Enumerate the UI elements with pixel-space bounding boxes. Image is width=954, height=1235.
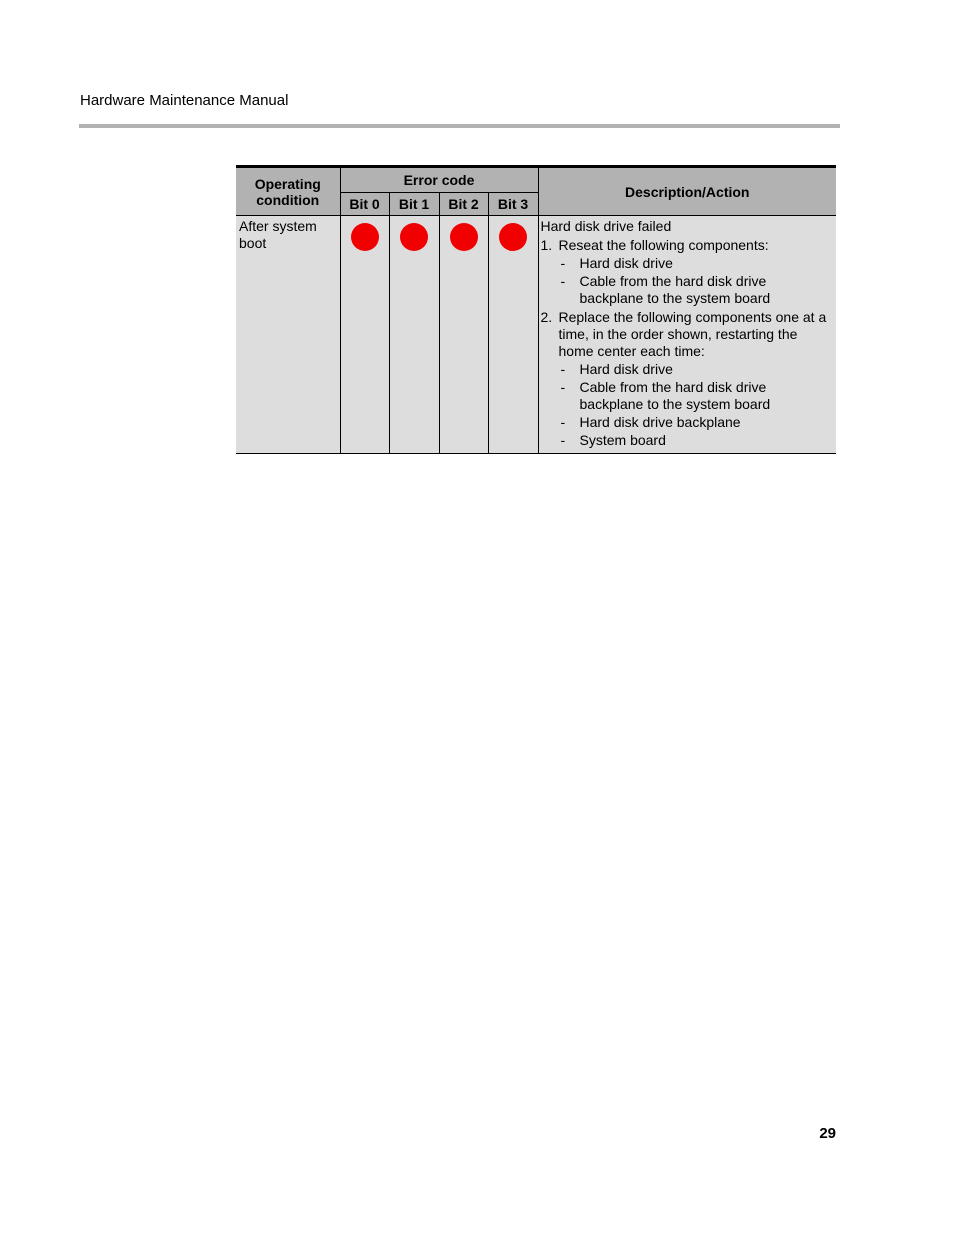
step-1: 1. Reseat the following components: — [540, 237, 769, 253]
description-cell — [538, 216, 836, 454]
led-on-bit-2 — [450, 223, 478, 251]
list-item: - Cable from the hard disk drive backplane to the system board — [560, 379, 771, 412]
table-row — [236, 216, 836, 454]
step-2: 2. Replace the following components one at a time, in the order shown, restarting the home center each time: — [540, 309, 827, 359]
list-item: - System board — [560, 432, 666, 448]
header-bit-3: Bit 3 — [488, 193, 538, 216]
page-number: 29 — [819, 1125, 836, 1142]
led-on-bit-3 — [499, 223, 527, 251]
header-description-action: Description/Action — [538, 167, 836, 216]
header-bit-1: Bit 1 — [389, 193, 439, 216]
bit-3-cell — [488, 216, 538, 454]
list-item: - Cable from the hard disk drive backplane to the system board — [560, 273, 771, 306]
list-item: - Hard disk drive backplane — [560, 414, 741, 430]
led-on-bit-1 — [400, 223, 428, 251]
header-operating-condition: Operating condition — [236, 167, 340, 216]
header-bit-2: Bit 2 — [439, 193, 488, 216]
header-bit-0: Bit 0 — [340, 193, 389, 216]
running-header-title: Hardware Maintenance Manual — [80, 92, 289, 109]
description-title: Hard disk drive failed — [540, 218, 672, 234]
list-item: - Hard disk drive — [560, 361, 673, 377]
header-error-code: Error code — [340, 167, 538, 193]
error-code-table — [236, 165, 836, 454]
bit-1-cell — [389, 216, 439, 454]
led-on-bit-0 — [351, 223, 379, 251]
bit-0-cell — [340, 216, 389, 454]
bit-2-cell — [439, 216, 488, 454]
operating-condition-cell: After system boot — [236, 216, 340, 454]
header-divider — [79, 124, 840, 128]
list-item: - Hard disk drive — [560, 255, 673, 271]
